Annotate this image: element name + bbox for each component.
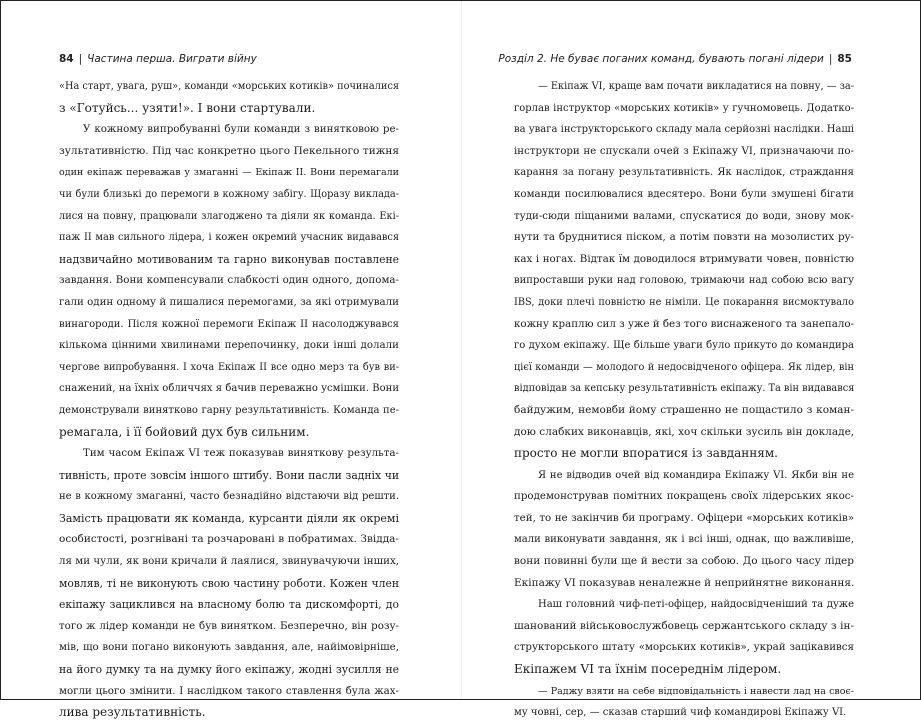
text-line: лива результативність. xyxy=(59,705,206,720)
text-line: ля ми чули, як вони кричали й лаялися, звинувачуючи інших, xyxy=(59,555,399,568)
text-line: могли цього змінити. І наслідком такого ставлення була жах- xyxy=(59,684,399,697)
text-line: туди-сюди піщаними валами, спускатися до води, знову мок- xyxy=(514,209,854,222)
text-line: Екіпажу VI показував неналежне й неприйнятне виконання. xyxy=(514,576,854,589)
text-line: лися на повну, працювали злагоджено та діяли як команда. Екі- xyxy=(59,210,399,222)
left-header-title: Частина перша. Виграти війну xyxy=(87,53,257,65)
text-line: Екіпажем VI та їхнім посереднім лідером. xyxy=(514,662,782,677)
text-line: кількома цінними хвилинами перепочинку, доки інші долали xyxy=(59,339,399,352)
text-line: мовляв, ті не виконують свою частину роботи. Кожен член xyxy=(59,576,399,590)
text-line: екіпажу зациклився на власному болю та дискомфорті, до xyxy=(59,598,399,612)
text-line: мів, що вони погано виконують завдання, але, найімовірніше, xyxy=(59,641,399,654)
text-line: мали виконувати завдання, як і всі інші, однак, що важливіше, xyxy=(514,534,854,546)
text-line: го духом екіпажу. Ще більше уваги було прикуто до командира xyxy=(514,340,854,352)
text-line: байдужим, немовби йому страшенно не пощастило з коман- xyxy=(514,403,854,416)
left-page-body xyxy=(59,76,399,724)
text-line: не в кожному змаганні, часто безнадійно відстаючи від решти. xyxy=(59,491,399,503)
text-line: дою слабких виконавців, які, хоч скільки зусиль він докладе, xyxy=(514,425,854,438)
text-line: відповідав за кепську результативність екіпажу. Та він видавався xyxy=(514,383,854,395)
text-line: надзвичайно мотивованим та гарно виконував поставлене xyxy=(59,252,399,266)
text-line: цієї команди — молодого й недосвідченого офіцера. Як лідер, він xyxy=(514,361,854,373)
text-line: випроставши руки над головою, тримаючи над собою всю вагу xyxy=(514,275,854,287)
text-line: карання за погану результативність. Як наслідок, страждання xyxy=(514,167,854,179)
text-line: кожну краплю сил з уже й без того виснаженого та занепало- xyxy=(514,317,854,330)
right-page-number: 85 xyxy=(837,53,852,65)
text-line: чи були близькі до перемоги в кожному забігу. Щоразу виклада- xyxy=(59,188,399,200)
text-line: чергове випробування. І хоча Екіпаж ІІ все одно мерз та був ви- xyxy=(59,361,399,373)
text-line: «На старт, увага, руш», команди «морських котиків» починалися xyxy=(59,81,399,92)
left-header-separator: | xyxy=(78,53,83,65)
text-line: шанований військовослужбовець сержантського складу з ін- xyxy=(514,619,854,632)
text-line: зультативністю. Під час конкретно цього Пекельного тижня xyxy=(59,144,399,157)
text-line: один екіпаж переважав у змаганні — Екіпаж ІІ. Вони перемагали xyxy=(59,167,399,179)
text-line: Наш головний чиф-петі-офіцер, найдосвідченіший та дуже xyxy=(538,599,854,611)
text-line: команди посилювалися вдесятеро. Вони були змушені бігати xyxy=(514,187,854,200)
text-line: гали один одному й пишалися перемогами, за які отримували xyxy=(59,295,399,308)
text-line: завдання. Вони компенсували слабкості один одного, допома- xyxy=(59,274,399,287)
text-line: демонстрували винятково гарну результативність. Команда пе- xyxy=(59,404,399,416)
text-line: особистості, розгнівані та розчаровані в побратимах. Звідда- xyxy=(59,533,399,546)
left-running-header xyxy=(59,53,257,65)
left-page-number: 84 xyxy=(59,53,74,65)
text-line: нути та бруднитися піском, а потім повзти на мозолистих ру- xyxy=(514,231,854,244)
text-line: — Раджу взяти на себе відповідальність і навести лад на своє- xyxy=(538,685,854,697)
text-line: му човні, сер, — сказав старший чиф командирові Екіпажу VI. xyxy=(514,707,847,719)
text-line: просто не могли впоратися із завданням. xyxy=(514,446,778,461)
text-line: Тим часом Екіпаж VI теж показував виняткову результа- xyxy=(83,447,399,460)
text-line: продемонстрував помітних покращень своїх лідерських якос- xyxy=(514,490,854,503)
text-line: тивність, проте зовсім іншого штибу. Вони пасли задніх чи xyxy=(59,468,399,482)
text-line: ва увага інструкторського складу мала серйозні наслідки. Наші xyxy=(514,124,854,136)
text-line: на його думку та на думку його екіпажу, жодні зусилля не xyxy=(59,663,399,677)
text-line: вони повинні були ще й вести за собою. До цього часу лідер xyxy=(514,555,854,568)
right-header-separator: | xyxy=(828,53,833,65)
text-line: паж ІІ мав сильного лідера, і кожен окремий учасник видавався xyxy=(59,232,399,244)
text-line: інструктори не спускали очей з Екіпажу VI, призначаючи по- xyxy=(514,144,854,157)
right-running-header xyxy=(498,53,852,65)
page-gutter xyxy=(461,1,462,699)
text-line: снажений, на їхніх обличчях я бачив переважно усмішки. Вони xyxy=(59,383,399,395)
text-line: горлав інструктор «морських котиків» у гучномовець. Додатко- xyxy=(514,102,854,114)
text-line: IBS, доки плечі повністю не німіли. Це покарання висмоктувало xyxy=(514,296,854,308)
text-line: ремагала, і її бойовий дух був сильним. xyxy=(59,424,310,439)
text-line: того ж лідер команди не був винятком. Безперечно, він розу- xyxy=(59,619,399,632)
text-line: винагороди. Після кожної перемоги Екіпаж ІІ насолоджувався xyxy=(59,318,399,330)
text-line: структорського штату «морських котиків», украй зацікавився xyxy=(514,641,854,654)
text-line: У кожному випробуванні були команди з винятковою ре- xyxy=(83,123,399,136)
text-line: Замість працювати як команда, курсанти діяли як окремі xyxy=(59,511,399,525)
text-line: Я не відводив очей від командира Екіпажу VI. Якби він не xyxy=(538,469,854,481)
right-page-body xyxy=(514,76,854,724)
text-line: тей, то не закінчив би програму. Офіцери «морських котиків» xyxy=(514,511,854,524)
text-line: ках і ногах. Відтак їм доводилося втримувати човен, повністю xyxy=(514,252,854,265)
text-line: з «Готуйсь... узяти!». І вони стартували. xyxy=(59,100,316,115)
right-header-title: Розділ 2. Не буває поганих команд, бувають погані лідери xyxy=(498,53,824,65)
text-line: — Екіпаж VI, краще вам почати викладатися на повну, — за- xyxy=(538,81,854,92)
